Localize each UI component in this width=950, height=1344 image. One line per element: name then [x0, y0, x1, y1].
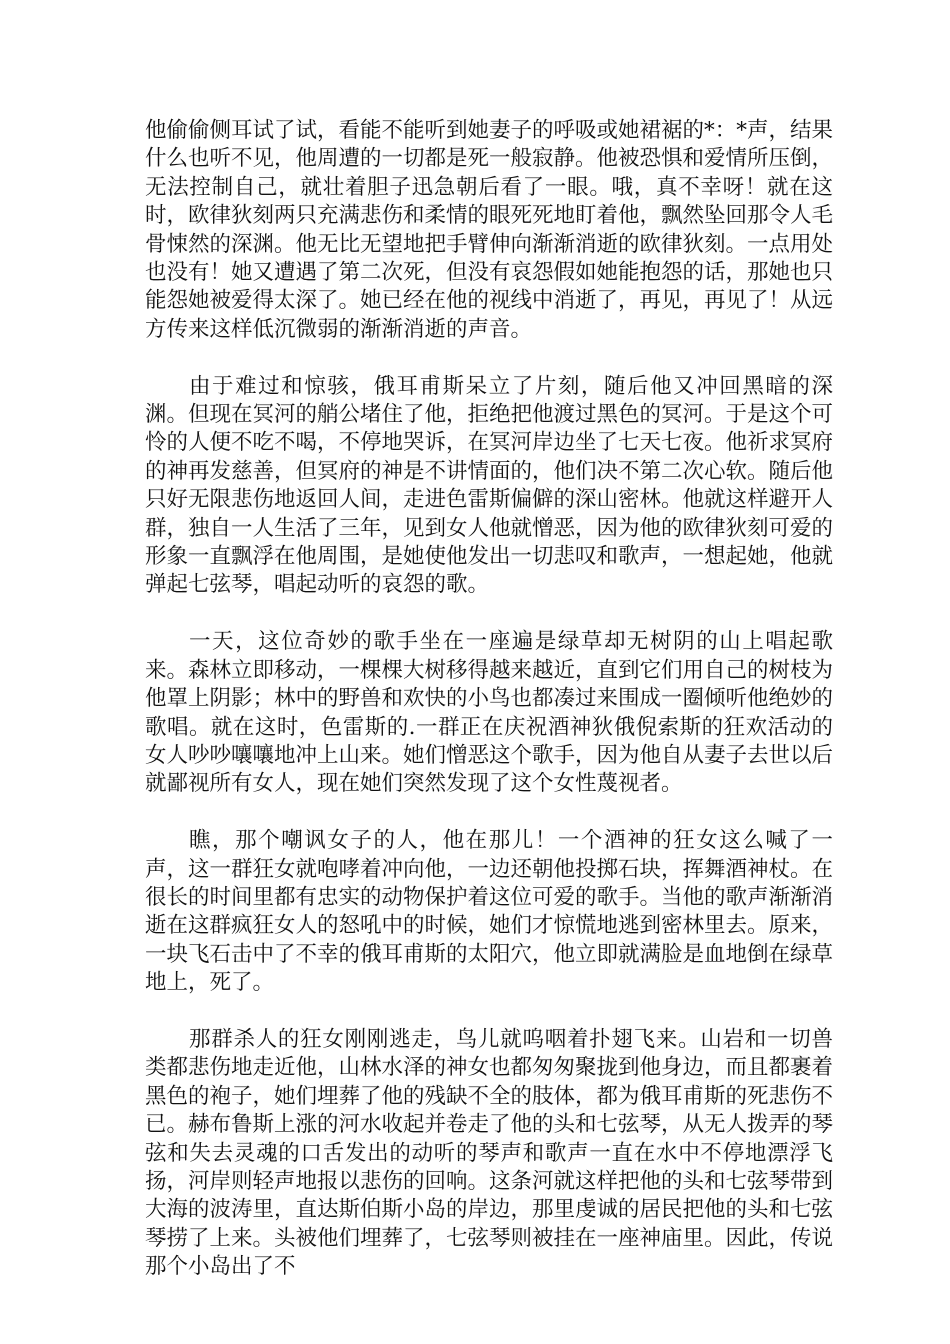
document-body [145, 117, 833, 1310]
paragraph-5: 那群杀人的狂女刚刚逃走，鸟儿就呜咽着扑翅飞来。山岩和一切兽类都悲伤地走近他，山林水泽的神女也都匆匆聚拢到他身边，而且都裹着黑色的袍子，她们埋葬了他的残缺不全的肢体，都为俄耳甫斯的死悲伤不已。赫布鲁斯上涨的河水收起并卷走了他的头和七弦琴，从无人拨弄的琴弦和失去灵魂的口舌发出的动听的琴声和歌声一直在水中不停地漂浮飞扬，河岸则轻声地报以悲伤的回响。这条河就这样把他的头和七弦琴带到大海的波涛里，直达斯伯斯小岛的岸边，那里虔诚的居民把他的头和七弦琴捞了上来。头被他们埋葬了，七弦琴则被挂在一座神庙里。因此，传说那个小岛出了不 [145, 1026, 834, 1280]
paragraph-3: 一天，这位奇妙的歌手坐在一座遍是绿草却无树阴的山上唱起歌来。森林立即移动，一棵棵大树移得越来越近，直到它们用自己的树枝为他罩上阴影；林中的野兽和欢快的小鸟也都凑过来围成一圈倾听他绝妙的歌唱。就在这时，色雷斯的.一群正在庆祝酒神狄俄倪索斯的狂欢活动的女人吵吵嚷嚷地冲上山来。她们憎恶这个歌手，因为他自从妻子去世以后就鄙视所有女人，现在她们突然发现了这个女性蔑视者。 [145, 629, 834, 797]
paragraph-1: 他偷偷侧耳试了试，看能不能听到她妻子的呼吸或她裙裾的*：*声，结果什么也听不见，他周遭的一切都是死一般寂静。他被恐惧和爱情所压倒，无法控制自己，就壮着胆子迅急朝后看了一眼。哦，真不幸呀！就在这时，欧律狄刻两只充满悲伤和柔情的眼死死地盯着他，飘然坠回那令人毛骨悚然的深渊。他无比无望地把手臂伸向渐渐消逝的欧律狄刻。一点用处也没有！她又遭遇了第二次死，但没有哀怨假如她能抱怨的话，那她也只能怨她被爱得太深了。她已经在他的视线中消逝了，再见，再见了！从远方传来这样低沉微弱的渐渐消逝的声音。 [145, 118, 834, 342]
paragraph-4: 瞧，那个嘲讽女子的人，他在那儿！一个酒神的狂女这么喊了一声，这一群狂女就咆哮着冲向他，一边还朝他投掷石块，挥舞酒神杖。在很长的时间里都有忠实的动物保护着这位可爱的歌手。当他的歌声渐渐消逝在这群疯狂女人的怒吼中的时候，她们才惊慌地逃到密林里去。原来，一块飞石击中了不幸的俄耳甫斯的太阳穴，他立即就满脸是血地倒在绿草地上，死了。 [145, 828, 834, 996]
paragraph-2: 由于难过和惊骇，俄耳甫斯呆立了片刻，随后他又冲回黑暗的深渊。但现在冥河的艄公堵住了他，拒绝把他渡过黑色的冥河。于是这个可怜的人便不吃不喝，不停地哭诉，在冥河岸边坐了七天七夜。他祈求冥府的神再发慈善，但冥府的神是不讲情面的，他们决不第二次心软。随后他只好无限悲伤地返回人间，走进色雷斯偏僻的深山密林。他就这样避开人群，独自一人生活了三年，见到女人他就憎恶，因为他的欧律狄刻可爱的形象一直飘浮在他周围，是她使他发出一切悲叹和歌声，一想起她，他就弹起七弦琴，唱起动听的哀怨的歌。 [145, 373, 834, 598]
